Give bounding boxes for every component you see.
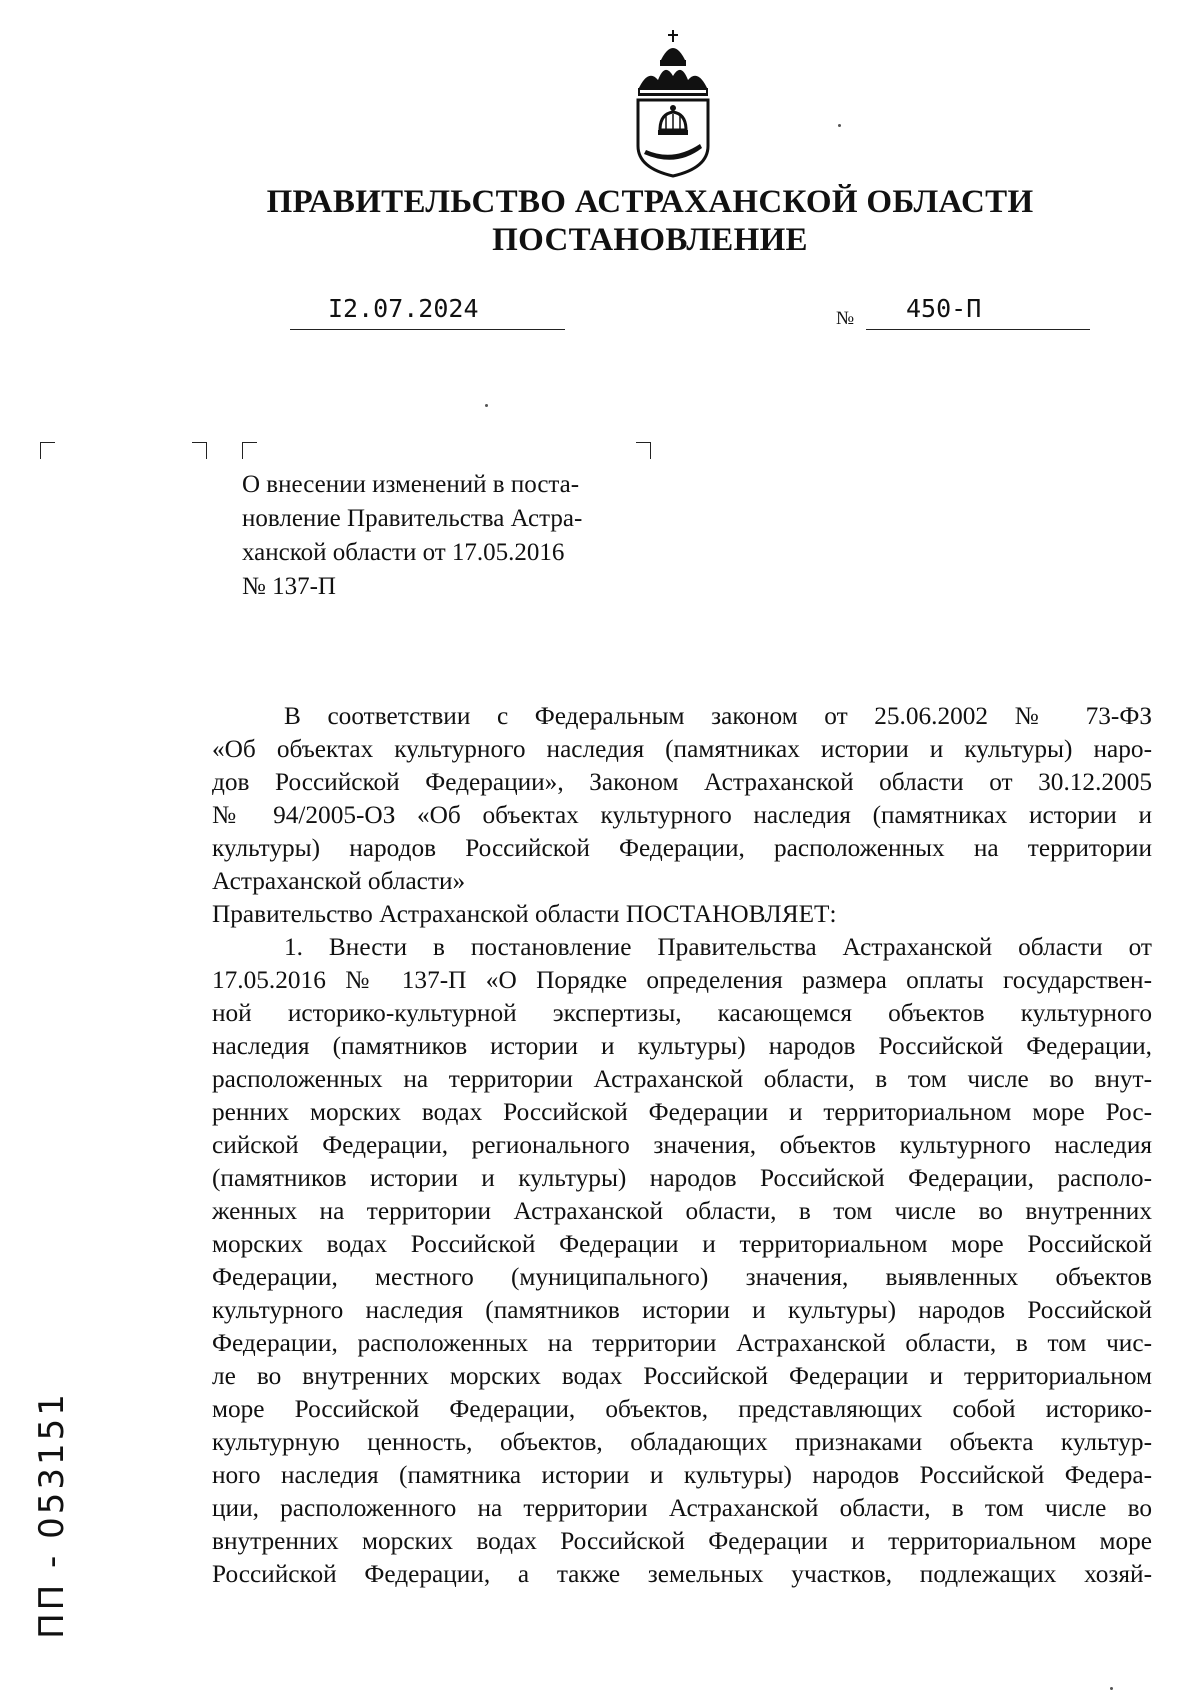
subject-line: № 137-П xyxy=(242,573,336,600)
body-line: морских водах Российской Федерации и территориальном море Российской xyxy=(212,1230,1152,1258)
body-line: Федерации, местного (муниципального) значения, выявленных объектов xyxy=(212,1263,1152,1291)
corner-mark xyxy=(192,442,207,459)
scan-speck xyxy=(1110,1687,1113,1690)
subject-line: новление Правительства Астра- xyxy=(242,505,583,532)
organization-title: ПРАВИТЕЛЬСТВО АСТРАХАНСКОЙ ОБЛАСТИ xyxy=(266,184,1034,220)
body-line: сийской Федерации, регионального значения, объектов культурного наследия xyxy=(212,1131,1152,1159)
serial-number: ПП - 053151 xyxy=(32,1391,72,1639)
body-line: Федерации, расположенных на территории Астраханской области, в том чис- xyxy=(212,1329,1152,1357)
astrakhan-coat-of-arms-icon xyxy=(630,28,716,178)
serial-stamp xyxy=(22,1380,82,1650)
body-line: ции, расположенного на территории Астраханской области, в том числе во xyxy=(212,1494,1152,1522)
body-line: дов Российской Федерации», Законом Астраханской области от 30.12.2005 xyxy=(212,768,1152,796)
document-subject xyxy=(242,468,642,604)
body-line: расположенных на территории Астраханской области, в том числе во внут- xyxy=(212,1065,1152,1093)
body-line: Правительство Астраханской области ПОСТАНОВЛЯЕТ: xyxy=(212,900,837,928)
corner-mark xyxy=(40,442,55,459)
body-line: 17.05.2016 № 137-П «О Порядке определения размера оплаты государствен- xyxy=(212,966,1152,994)
subject-line: ханской области от 17.05.2016 xyxy=(242,539,565,566)
body-line: В соответствии с Федеральным законом от 25.06.2002 № 73-ФЗ xyxy=(284,702,1152,730)
body-line: Астраханской области» xyxy=(212,867,466,895)
scan-speck xyxy=(838,124,841,127)
body-line: культуры) народов Российской Федерации, расположенных на территории xyxy=(212,834,1152,862)
body-line: культурную ценность, объектов, обладающих признаками объекта культур- xyxy=(212,1428,1152,1456)
body-line: № 94/2005-ОЗ «Об объектах культурного наследия (памятниках истории и xyxy=(212,801,1152,829)
document-body xyxy=(212,700,1152,1591)
corner-mark xyxy=(242,442,257,459)
number-label: № xyxy=(836,308,855,329)
body-line: ной историко-культурной экспертизы, касающемся объектов культурного xyxy=(212,999,1152,1027)
document-number: 450-П xyxy=(866,294,1090,330)
document-type-title: ПОСТАНОВЛЕНИЕ xyxy=(492,222,808,258)
body-line: женных на территории Астраханской области, в том числе во внутренних xyxy=(212,1197,1152,1225)
body-line: наследия (памятников истории и культуры) народов Российской Федерации, xyxy=(212,1032,1152,1060)
body-line: ренних морских водах Российской Федерации и территориальном море Рос- xyxy=(212,1098,1152,1126)
scan-speck xyxy=(485,404,488,407)
body-line: ле во внутренних морских водах Российской Федерации и территориальном xyxy=(212,1362,1152,1390)
body-line: 1. Внести в постановление Правительства Астраханской области от xyxy=(284,933,1152,961)
document-date: I2.07.2024 xyxy=(290,294,565,330)
body-line: «Об объектах культурного наследия (памятниках истории и культуры) наро- xyxy=(212,735,1152,763)
subject-line: О внесении изменений в поста- xyxy=(242,471,580,498)
body-line: внутренних морских водах Российской Федерации и территориальном море xyxy=(212,1527,1152,1555)
body-line: ного наследия (памятника истории и культуры) народов Российской Федера- xyxy=(212,1461,1152,1489)
body-line: море Российской Федерации, объектов, представляющих собой историко- xyxy=(212,1395,1152,1423)
body-line: культурного наследия (памятников истории и культуры) народов Российской xyxy=(212,1296,1152,1324)
body-line: Российской Федерации, а также земельных участков, подлежащих хозяй- xyxy=(212,1560,1152,1588)
corner-mark xyxy=(636,442,651,459)
body-line: (памятников истории и культуры) народов Российской Федерации, располо- xyxy=(212,1164,1152,1192)
